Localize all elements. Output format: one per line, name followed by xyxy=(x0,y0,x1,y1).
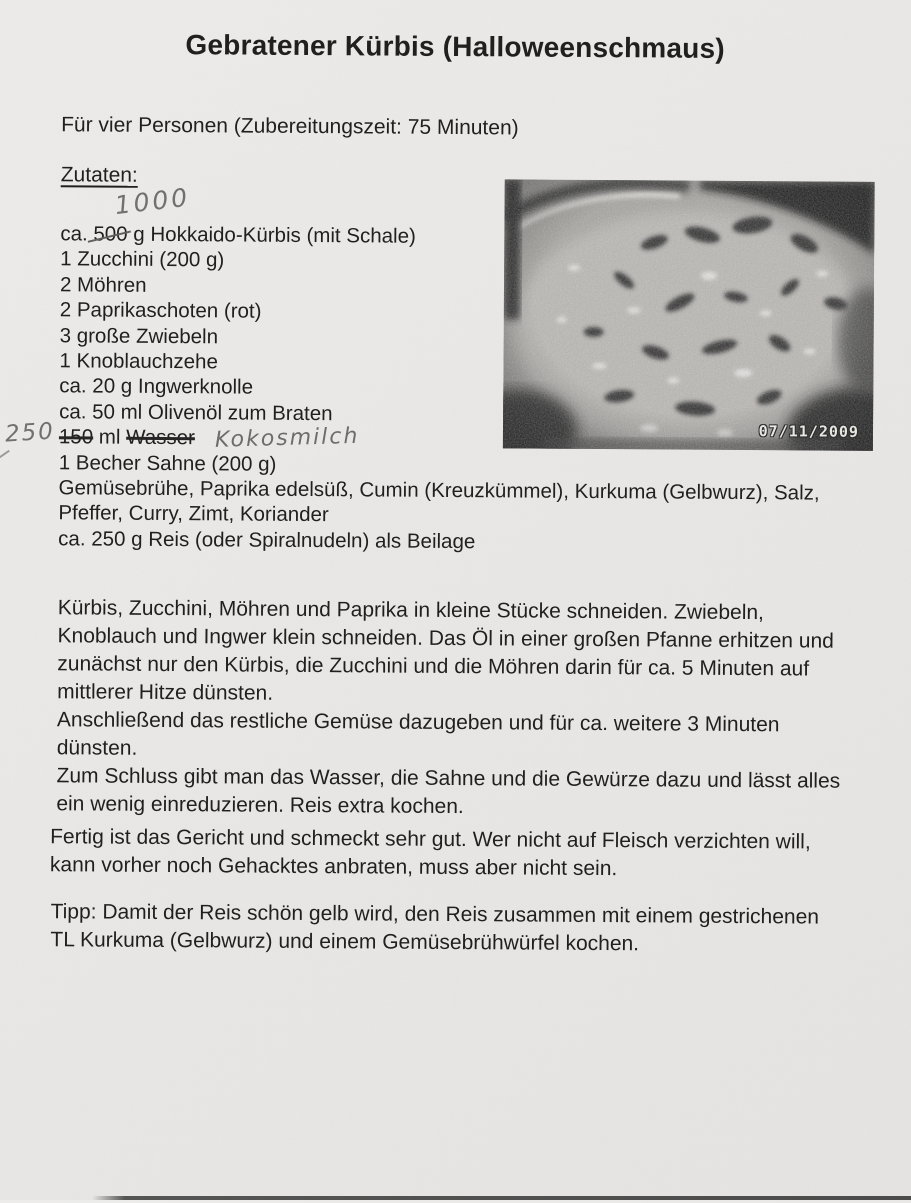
ingredient-text: 2 Paprikaschoten (rot) xyxy=(59,298,262,323)
ingredient-text: 1 Knoblauchzehe xyxy=(59,349,218,374)
ingredient-line xyxy=(58,526,819,557)
ingredient-text: Gemüsebrühe, Paprika edelsüß, Cumin (Kreuzkümmel), Kurkuma (Gelbwurz), Salz, xyxy=(58,476,820,505)
handwritten-annotation: Kokosmilch xyxy=(214,423,360,453)
text-line: zunächst nur den Kürbis, die Zucchini und die Möhren darin für ca. 5 Minuten auf xyxy=(57,652,810,681)
text-line: mittlerer Hitze dünsten. xyxy=(57,680,274,705)
ingredient-text: g Hokkaido-Kürbis (mit Schale) xyxy=(127,222,416,248)
text-line: Fertig ist das Gericht und schmeckt sehr gut. Wer nicht auf Fleisch verzichten will, xyxy=(50,825,811,854)
instructions-closing xyxy=(50,823,811,884)
ingredients-heading: Zutaten: xyxy=(60,163,138,187)
dish-photo xyxy=(503,179,875,451)
dish-photo-image xyxy=(503,179,875,451)
ingredient-text: 500 xyxy=(93,222,128,246)
pencil-mark xyxy=(0,450,10,462)
text-line: Anschließend das restliche Gemüse dazugeben und für ca. weitere 3 Minuten xyxy=(56,708,780,737)
text-line: TL Kurkuma (Gelbwurz) und einem Gemüsebrühwürfel kochen. xyxy=(50,928,640,956)
text-line: Tipp: Damit der Reis schön gelb wird, den Reis zusammen mit einem gestrichenen xyxy=(50,900,820,929)
text-line: dünsten. xyxy=(56,736,138,760)
text-line: kann vorher noch Gehacktes anbraten, muss aber nicht sein. xyxy=(49,853,618,881)
ingredient-text: 1 Becher Sahne (200 g) xyxy=(58,450,277,476)
instructions-main xyxy=(56,594,841,823)
text-line: Kürbis, Zucchini, Möhren und Paprika in kleine Stücke schneiden. Zwiebeln, xyxy=(57,596,765,625)
ingredient-text: 2 Möhren xyxy=(59,273,147,297)
serving-info: Für vier Personen (Zubereitungszeit: 75 Minuten) xyxy=(61,113,519,140)
photo-date-stamp: 07/11/2009 xyxy=(758,422,860,441)
text-line: Knoblauch und Ingwer klein schneiden. Das Öl in einer großen Pfanne erhitzen und xyxy=(57,624,834,653)
ingredient-text: 3 große Zwiebeln xyxy=(59,323,219,348)
ingredient-text: ca. 20 g Ingwerknolle xyxy=(59,374,254,399)
instructions-tip xyxy=(50,898,819,959)
ingredient-text: ml xyxy=(93,425,127,449)
ingredient-text: Pfeffer, Curry, Zimt, Koriander xyxy=(58,501,329,527)
ingredient-text: ca. 250 g Reis (oder Spiralnudeln) als Beilage xyxy=(58,526,476,553)
page-title: Gebratener Kürbis (Halloweenschmaus) xyxy=(185,29,725,64)
text-line: ein wenig einreduzieren. Reis extra kochen. xyxy=(56,792,464,819)
scan-edge-shadow xyxy=(92,1196,911,1200)
ingredient-text: 1 Zucchini (200 g) xyxy=(60,247,225,272)
handwritten-quantity-1000: 1000 xyxy=(113,182,192,221)
ingredient-text: ca. xyxy=(60,222,94,246)
handwritten-quantity-250: 250 xyxy=(4,418,56,448)
ingredient-text: 150 xyxy=(58,425,94,449)
text-line: Zum Schluss gibt man das Wasser, die Sahne und die Gewürze dazu und lässt alles xyxy=(56,764,841,793)
ingredient-text: Wasser xyxy=(126,425,195,450)
ingredient-text: ca. 50 ml Olivenöl zum Braten xyxy=(59,399,333,425)
